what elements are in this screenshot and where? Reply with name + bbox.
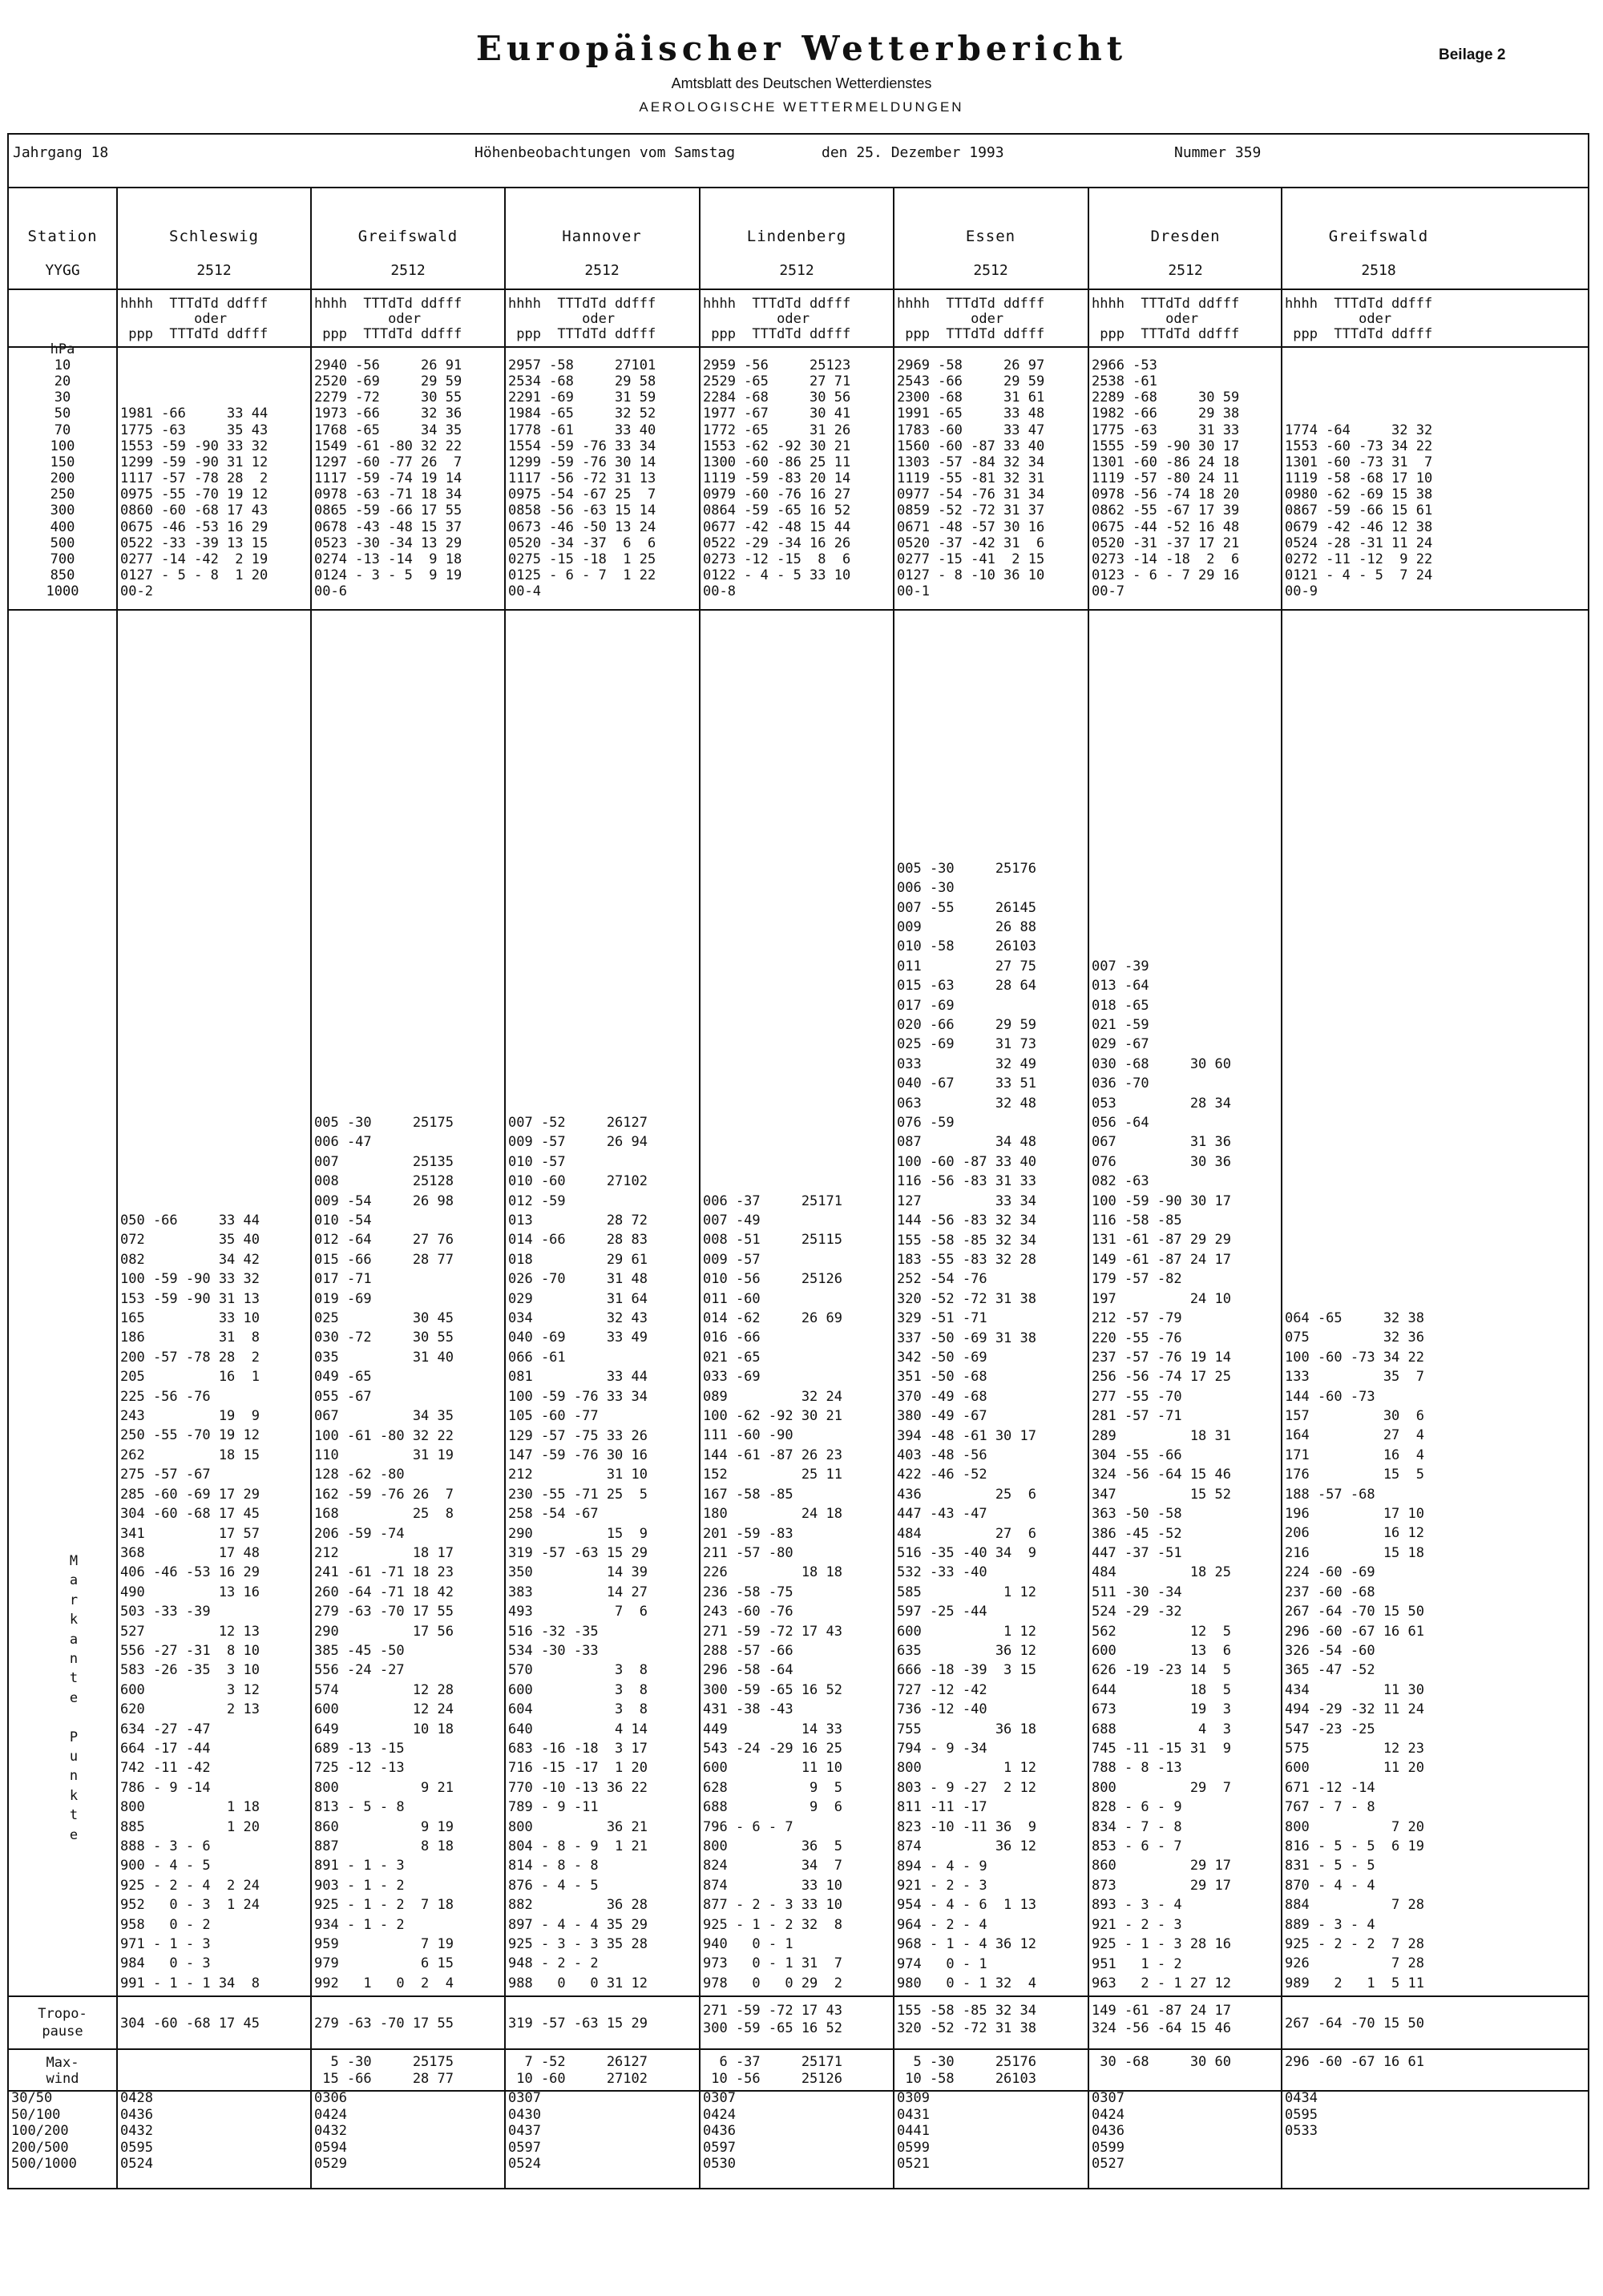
col-divider — [310, 187, 312, 2189]
significant-points: 064 -65 32 38 075 32 36 100 -60 -73 34 22 133 35 7 144 -60 -73 157 30 6 164 27 4 171 16 4 176 15 5 188 -57 -68 196 17 10 206 16 12 216 15 18 224 -60 -69 237 -60 -68 267 -64 -70 15 50 296 -60 -67 16 61 326 -54 -60 365 -47 -52 434 11 30 494 -29 -32 11 24 547 -23 -25 575 12 23 600 11 20 671 -12 -14 767 - 7 - 8 800 7 20 816 - 5 - 5 6 19 831 - 5 - 5 870 - 4 - 4 884 7 28 889 - 3 - 4 925 - 2 - 2 7 28 926 7 28 989 2 1 5 11 — [1285, 1310, 1424, 1991]
rule-significant — [7, 1995, 1589, 1997]
station-yygg: 2512 — [390, 262, 426, 279]
col-divider — [504, 187, 506, 2189]
supplement-label: Beilage 2 — [1439, 46, 1506, 63]
maxwind-values: 5 -30 25175 15 -66 28 77 — [322, 2054, 454, 2087]
significant-points: 050 -66 33 44 072 35 40 082 34 42 100 -59 -90 33 32 153 -59 -90 31 13 165 33 10 186 31 8 200 -57 -78 28 2 205 16 1 225 -56 -76 243 19 9 250 -55 -70 19 12 262 18 15 275 -57 -67 285 -60 -69 17 29 304 -60 -68 17 45 341 17 57 368 17 48 406 -46 -53 16 29 490 13 16 503 -33 -39 527 12 13 556 -27 -31 8 10 583 -26 -35 3 10 600 3 12 620 2 13 634 -27 -47 664 -17 -44 742 -11 -42 786 - 9 -14 800 1 18 885 1 20 888 - 3 - 6 900 - 4 - 5 925 - 2 - 4 2 24 952 0 - 3 1 24 958 0 - 2 971 - 1 - 3 984 0 - 3 991 - 1 - 1 34 8 — [120, 1213, 260, 1991]
standard-levels: 2969 -58 26 97 2543 -66 29 59 2300 -68 31 61 1991 -65 33 48 1783 -60 33 47 1560 -60 -87 33 40 1303 -57 -84 32 34 1119 -55 -81 32 31 0977 -54 -76 31 34 0859 -52 -72 31 37 0671 -48 -57 30 16 0520 -37 -42 31 6 0277 -15 -41 2 15 0127 - 8 -10 36 10 00-1 — [897, 357, 1045, 600]
station-name: Greifswald — [357, 228, 458, 245]
station-name: Hannover — [562, 228, 642, 245]
standard-levels: 1981 -66 33 44 1775 -63 35 43 1553 -59 -90 33 32 1299 -59 -90 31 12 1117 -57 -78 28 2 0975 -55 -70 19 12 0860 -60 -68 17 43 0675 -46 -53 16 29 0522 -33 -39 13 15 0277 -14 -42 2 19 0127 - 5 - 8 1 20 00-2 — [120, 406, 269, 600]
standard-levels: 2957 -58 27101 2534 -68 29 58 2291 -69 31 59 1984 -65 32 52 1778 -61 33 40 1554 -59 -76 33 34 1299 -59 -76 30 14 1117 -56 -72 31 13 0975 -54 -67 25 7 0858 -56 -63 15 14 0673 -46 -50 13 24 0520 -34 -37 6 6 0275 -15 -18 1 25 0125 - 6 - 7 1 22 00-4 — [508, 357, 656, 600]
station-name: Greifswald — [1328, 228, 1429, 245]
rule-maxwind — [7, 2090, 1589, 2092]
station-yygg: 2512 — [584, 262, 620, 279]
rule-info — [7, 187, 1589, 188]
rule-colhdr — [7, 346, 1589, 348]
section-title: AEROLOGISCHE WETTERMELDUNGEN — [639, 99, 964, 115]
tropopause-values: 279 -63 -70 17 55 — [314, 2016, 454, 2032]
column-header: hhhh TTTdTd ddfff oder ppp TTTdTd ddfff — [120, 296, 269, 342]
column-header: hhhh TTTdTd ddfff oder ppp TTTdTd ddfff — [1285, 296, 1433, 342]
column-header: hhhh TTTdTd ddfff oder ppp TTTdTd ddfff — [1092, 296, 1240, 342]
significant-points: 007 -52 26127 009 -57 26 94 010 -57 010 -60 27102 012 -59 013 28 72 014 -66 28 83 018 29 61 026 -70 31 48 029 31 64 034 32 43 040 -69 33 49 066 -61 081 33 44 100 -59 -76 33 34 105 -60 -77 129 -57 -75 33 26 147 -59 -76 30 16 212 31 10 230 -55 -71 25 5 258 -54 -67 290 15 9 319 -57 -63 15 29 350 14 39 383 14 27 493 7 6 516 -32 -35 534 -30 -33 570 3 8 600 3 8 604 3 8 640 4 14 683 -16 -18 3 17 716 -15 -17 1 20 770 -10 -13 36 22 789 - 9 -11 800 36 21 804 - 8 - 9 1 21 814 - 8 - 8 876 - 4 - 5 882 36 28 897 - 4 - 4 35 29 925 - 3 - 3 35 28 948 - 2 - 2 988 0 0 31 12 — [508, 1115, 648, 1991]
observation-label: Höhenbeobachtungen vom Samstag — [474, 144, 736, 161]
standard-levels: 1774 -64 32 32 1553 -60 -73 34 22 1301 -60 -73 31 7 1119 -58 -68 17 10 0980 -62 -69 15 38 0867 -59 -66 15 61 0679 -42 -46 12 38 0524 -28 -31 11 24 0272 -11 -12 9 22 0121 - 4 - 5 7 24 00-9 — [1285, 422, 1433, 600]
tropopause-values: 267 -64 -70 15 50 — [1285, 2016, 1424, 2032]
maxwind-values: 5 -30 25176 10 -58 26103 — [905, 2054, 1036, 2087]
station-yygg: 2512 — [779, 262, 814, 279]
station-name: Essen — [965, 228, 1016, 245]
layer-labels: 30/50 50/100 100/200 200/500 500/1000 — [11, 2090, 77, 2172]
maxwind-values: 30 -68 30 60 — [1092, 2054, 1231, 2070]
significant-points: 006 -37 25171 007 -49 008 -51 25115 009 -57 010 -56 25126 011 -60 014 -62 26 69 016 -66 021 -65 033 -69 089 32 24 100 -62 -92 30 21 111 -60 -90 144 -61 -87 26 23 152 25 11 167 -58 -85 180 24 18 201 -59 -83 211 -57 -80 226 18 18 236 -58 -75 243 -60 -76 271 -59 -72 17 43 288 -57 -66 296 -58 -64 300 -59 -65 16 52 431 -38 -43 449 14 33 543 -24 -29 16 25 600 11 10 628 9 5 688 9 6 796 - 6 - 7 800 36 5 824 34 7 874 33 10 877 - 2 - 3 33 10 925 - 1 - 2 32 8 940 0 - 1 973 0 - 1 31 7 978 0 0 29 2 — [703, 1192, 842, 1991]
hpa-label: hPa — [50, 341, 75, 357]
station-yygg: 2512 — [1168, 262, 1203, 279]
tropopause-values: 304 -60 -68 17 45 — [120, 2016, 260, 2032]
maxwind-label: Max- wind — [46, 2055, 79, 2087]
issue-number: Nummer 359 — [1174, 144, 1262, 161]
station-yygg: 2512 — [196, 262, 232, 279]
date-label: den 25. Dezember 1993 — [822, 144, 1004, 161]
layer-thickness: 0428 0436 0432 0595 0524 — [120, 2090, 153, 2172]
station-label: Station — [27, 228, 98, 245]
standard-levels: 2966 -53 2538 -61 2289 -68 30 59 1982 -66 29 38 1775 -63 31 33 1555 -59 -90 30 17 1301 -60 -86 24 18 1119 -57 -80 24 11 0978 -56 -74 18 20 0862 -55 -67 17 39 0675 -44 -52 16 48 0520 -31 -37 17 21 0273 -14 -18 2 6 0123 - 6 - 7 29 16 00-7 — [1092, 357, 1240, 600]
maxwind-values: 7 -52 26127 10 -60 27102 — [516, 2054, 648, 2087]
rule-station — [7, 289, 1589, 290]
maxwind-values: 296 -60 -67 16 61 — [1285, 2054, 1424, 2070]
station-yygg: 2512 — [973, 262, 1008, 279]
volume-label: Jahrgang 18 — [13, 144, 109, 161]
pressure-levels: 10 20 30 50 70 100 150 200 250 300 400 500 700 850 1000 — [46, 357, 79, 600]
station-name: Dresden — [1150, 228, 1221, 245]
tropopause-label: Tropo- pause — [38, 2006, 87, 2040]
col-divider — [1281, 187, 1282, 2189]
col-divider — [893, 187, 894, 2189]
layer-thickness: 0309 0431 0441 0599 0521 — [897, 2090, 930, 2172]
tropopause-values: 319 -57 -63 15 29 — [508, 2016, 648, 2032]
col-divider — [1088, 187, 1089, 2189]
significant-points: 005 -30 25176 006 -30 007 -55 26145 009 26 88 010 -58 26103 011 27 75 015 -63 28 64 017 -69 020 -66 29 59 025 -69 31 73 033 32 49 040 -67 33 51 063 32 48 076 -59 087 34 48 100 -60 -87 33 40 116 -56 -83 31 33 127 33 34 144 -56 -83 32 34 155 -58 -85 32 34 183 -55 -83 32 28 252 -54 -76 320 -52 -72 31 38 329 -51 -71 337 -50 -69 31 38 342 -50 -69 351 -50 -68 370 -49 -68 380 -49 -67 394 -48 -61 30 17 403 -48 -56 422 -46 -52 436 25 6 447 -43 -47 484 27 6 516 -35 -40 34 9 532 -33 -40 585 1 12 597 -25 -44 600 1 12 635 36 12 666 -18 -39 3 15 727 -12 -42 736 -12 -40 755 36 18 794 - 9 -34 800 1 12 803 - 9 -27 2 12 811 -11 -17 823 -10 -11 36 9 874 36 12 894 - 4 - 9 921 - 2 - 3 954 - 4 - 6 1 13 964 - 2 - 4 968 - 1 - 4 36 12 974 0 - 1 980 0 - 1 32 4 — [897, 860, 1036, 1991]
standard-levels: 2959 -56 25123 2529 -65 27 71 2284 -68 30 56 1977 -67 30 41 1772 -65 31 26 1553 -62 -92 30 21 1300 -60 -86 25 11 1119 -59 -83 20 14 0979 -60 -76 16 27 0864 -59 -65 16 52 0677 -42 -48 15 44 0522 -29 -34 16 26 0273 -12 -15 8 6 0122 - 4 - 5 33 10 00-8 — [703, 357, 851, 600]
station-name: Lindenberg — [746, 228, 847, 245]
column-header: hhhh TTTdTd ddfff oder ppp TTTdTd ddfff — [703, 296, 851, 342]
station-name: Schleswig — [169, 228, 259, 245]
layer-thickness: 0307 0424 0436 0599 0527 — [1092, 2090, 1125, 2172]
significant-points-label: M a r k a n t e P u n k t e — [69, 1553, 79, 1843]
tropopause-values: 271 -59 -72 17 43 300 -59 -65 16 52 — [703, 2003, 842, 2036]
layer-thickness: 0307 0424 0436 0597 0530 — [703, 2090, 736, 2172]
page-subtitle: Amtsblatt des Deutschen Wetterdienstes — [671, 75, 932, 91]
tropopause-values: 149 -61 -87 24 17 324 -56 -64 15 46 — [1092, 2003, 1231, 2036]
column-header: hhhh TTTdTd ddfff oder ppp TTTdTd ddfff — [508, 296, 656, 342]
column-header: hhhh TTTdTd ddfff oder ppp TTTdTd ddfff — [314, 296, 462, 342]
significant-points: 005 -30 25175 006 -47 007 25135 008 25128 009 -54 26 98 010 -54 012 -64 27 76 015 -66 28 77 017 -71 019 -69 025 30 45 030 -72 30 55 035 31 40 049 -65 055 -67 067 34 35 100 -61 -80 32 22 110 31 19 128 -62 -80 162 -59 -76 26 7 168 25 8 206 -59 -74 212 18 17 241 -61 -71 18 23 260 -64 -71 18 42 279 -63 -70 17 55 290 17 56 385 -45 -50 556 -24 -27 574 12 28 600 12 24 649 10 18 689 -13 -15 725 -12 -13 800 9 21 813 - 5 - 8 860 9 19 887 8 18 891 - 1 - 3 903 - 1 - 2 925 - 1 - 2 7 18 934 - 1 - 2 959 7 19 979 6 15 992 1 0 2 4 — [314, 1115, 454, 1991]
yygg-label: YYGG — [45, 262, 80, 279]
maxwind-values: 6 -37 25171 10 -56 25126 — [711, 2054, 842, 2087]
layer-thickness: 0434 0595 0533 — [1285, 2090, 1318, 2139]
rule-tropopause — [7, 2048, 1589, 2050]
layer-thickness: 0306 0424 0432 0594 0529 — [314, 2090, 347, 2172]
col-divider — [116, 187, 118, 2189]
significant-points: 007 -39 013 -64 018 -65 021 -59 029 -67 030 -68 30 60 036 -70 053 28 34 056 -64 067 31 36 076 30 36 082 -63 100 -59 -90 30 17 116 -58 -85 131 -61 -87 29 29 149 -61 -87 24 17 179 -57 -82 197 24 10 212 -57 -79 220 -55 -76 237 -57 -76 19 14 256 -56 -74 17 25 277 -55 -70 281 -57 -71 289 18 31 304 -55 -66 324 -56 -64 15 46 347 15 52 363 -50 -58 386 -45 -52 447 -37 -51 484 18 25 511 -30 -34 524 -29 -32 562 12 5 600 13 6 626 -19 -23 14 5 644 18 5 673 19 3 688 4 3 745 -11 -15 31 9 788 - 8 -13 800 29 7 828 - 6 - 9 834 - 7 - 8 853 - 6 - 7 860 29 17 873 29 17 893 - 3 - 4 921 - 2 - 3 925 - 1 - 3 28 16 951 1 - 2 963 2 - 1 27 12 — [1092, 958, 1231, 1991]
page-title: Europäischer Wetterbericht — [475, 29, 1128, 68]
standard-levels: 2940 -56 26 91 2520 -69 29 59 2279 -72 30 55 1973 -66 32 36 1768 -65 34 35 1549 -61 -80 32 22 1297 -60 -77 26 7 1117 -59 -74 19 14 0978 -63 -71 18 34 0865 -59 -66 17 55 0678 -43 -48 15 37 0523 -30 -34 13 29 0274 -13 -14 9 18 0124 - 3 - 5 9 19 00-6 — [314, 357, 462, 600]
station-yygg: 2518 — [1361, 262, 1396, 279]
layer-thickness: 0307 0430 0437 0597 0524 — [508, 2090, 541, 2172]
rule-standard — [7, 609, 1589, 611]
column-header: hhhh TTTdTd ddfff oder ppp TTTdTd ddfff — [897, 296, 1045, 342]
col-divider — [699, 187, 701, 2189]
tropopause-values: 155 -58 -85 32 34 320 -52 -72 31 38 — [897, 2003, 1036, 2036]
